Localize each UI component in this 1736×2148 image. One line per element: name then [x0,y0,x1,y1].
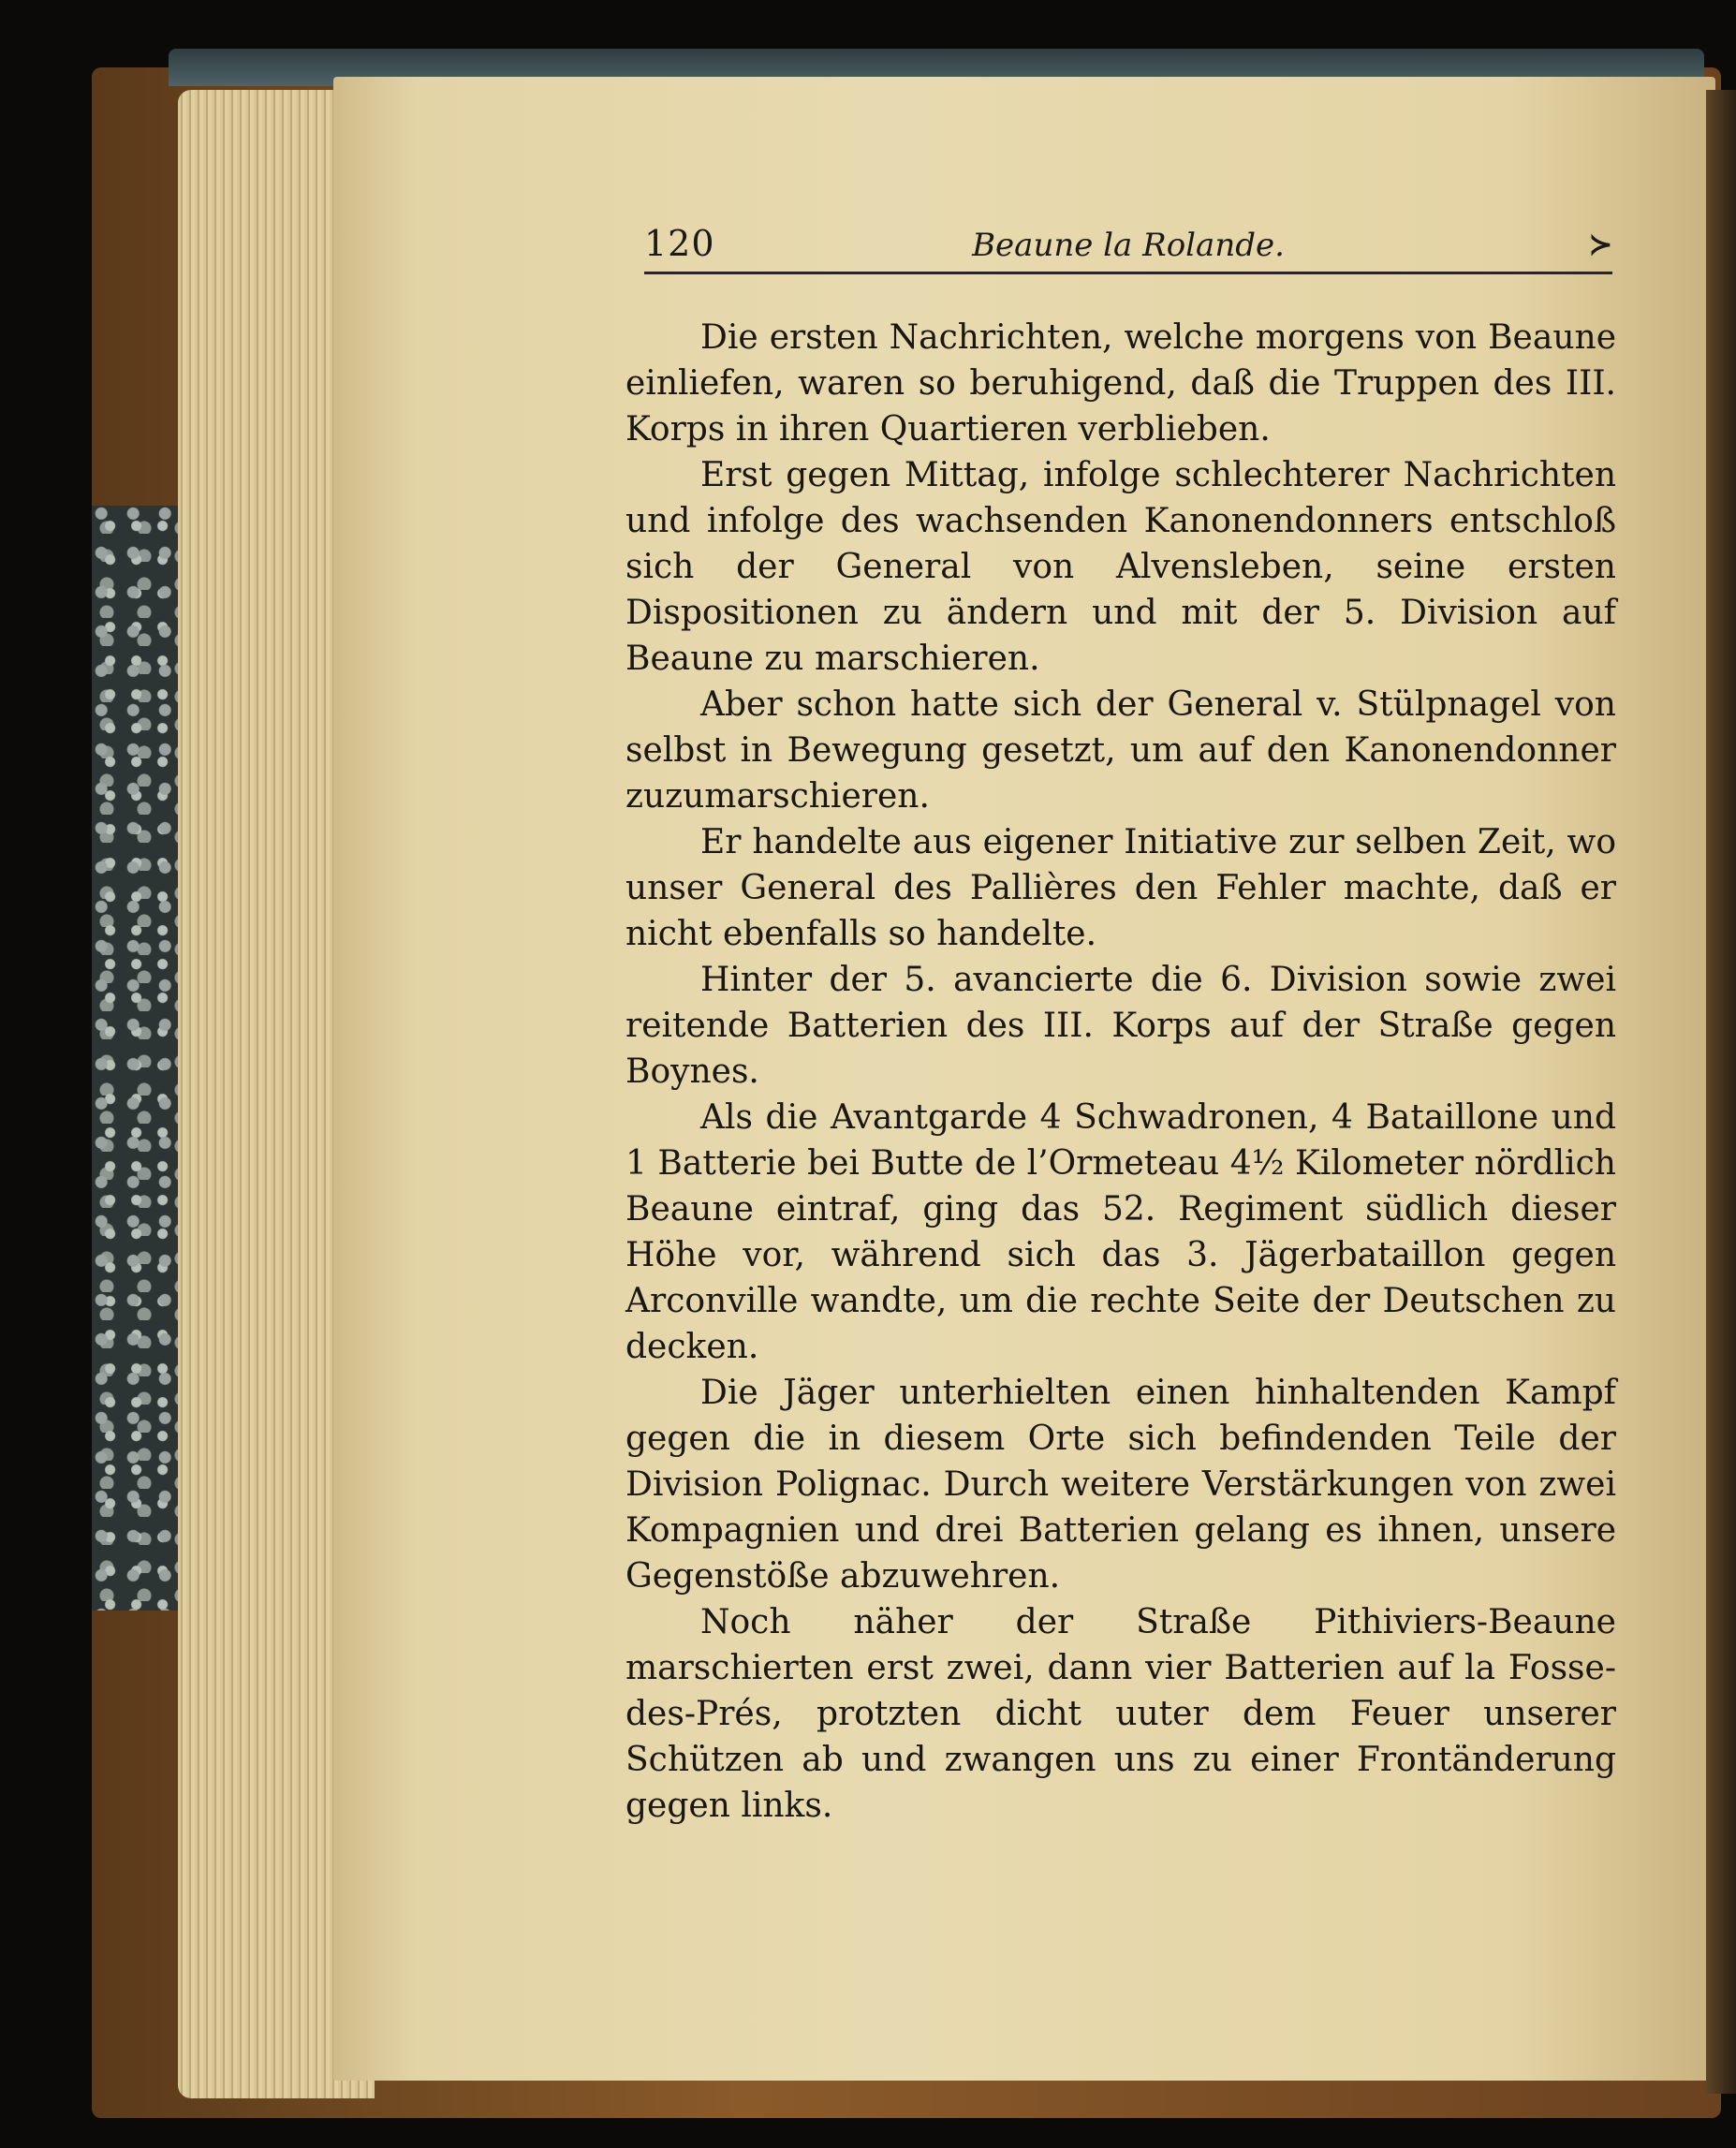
catchword-mark: ≻ [1588,228,1612,261]
paragraph: Er handelte aus eigener Initiative zur selben Zeit, wo unser General des Pallières den Fehler machte, daß er nicht ebenfalls so handelte. [625,823,1616,953]
paragraph: Hinter der 5. avancierte die 6. Division sowie zwei reitende Batterien des III. Korps auf der Straße gegen Boynes. [625,961,1616,1091]
paragraph: Die ersten Nachrichten, welche morgens von Beaune einliefen, waren so beruhigend, daß die Truppen des III. Korps in ihren Quartieren verblieben. [625,318,1616,449]
paragraph: Noch näher der Straße Pithiviers-Beaune marschierten erst zwei, dann vier Batterien auf la Fosse-des-Prés, protzten dicht uuter dem Feuer unserer Schützen ab und zwangen uns zu einer Frontänderung gegen links. [625,1603,1616,1825]
page-number: 120 [644,223,715,264]
paragraph: Aber schon hatte sich der General v. Stülpnagel von selbst in Bewegung gesetzt, um auf den Kanonendonner zuzumarschieren. [625,685,1616,816]
paragraph: Die Jäger unterhielten einen hinhaltenden Kampf gegen die in diesem Orte sich befindenden Teile der Division Polignac. Durch weitere Verstärkungen von zwei Kompagnien und drei Batterien gelang es ihnen, unsere Gegenstöße abzuwehren. [625,1374,1616,1596]
body-text [625,315,1616,1829]
header-rule [644,272,1612,274]
running-head [644,223,1612,279]
running-title: Beaune la Rolande. [972,227,1285,264]
book-gutter [1706,90,1736,2094]
marbled-spine [92,506,181,1611]
paragraph: Erst gegen Mittag, infolge schlechterer Nachrichten und infolge des wachsenden Kanonendonners entschloß sich der General von Alvensleben, seine ersten Dispositionen zu ändern und mit der 5. Division auf Beaune zu marschieren. [625,456,1616,678]
paragraph: Als die Avantgarde 4 Schwadronen, 4 Bataillone und 1 Batterie bei Butte de l’Ormeteau 4½ Kilometer nördlich Beaune eintraf, ging das 52. Regiment südlich dieser Höhe vor, während sich das 3. Jägerbataillon gegen Arconville wandte, um die rechte Seite der Deutschen zu decken. [625,1098,1616,1366]
